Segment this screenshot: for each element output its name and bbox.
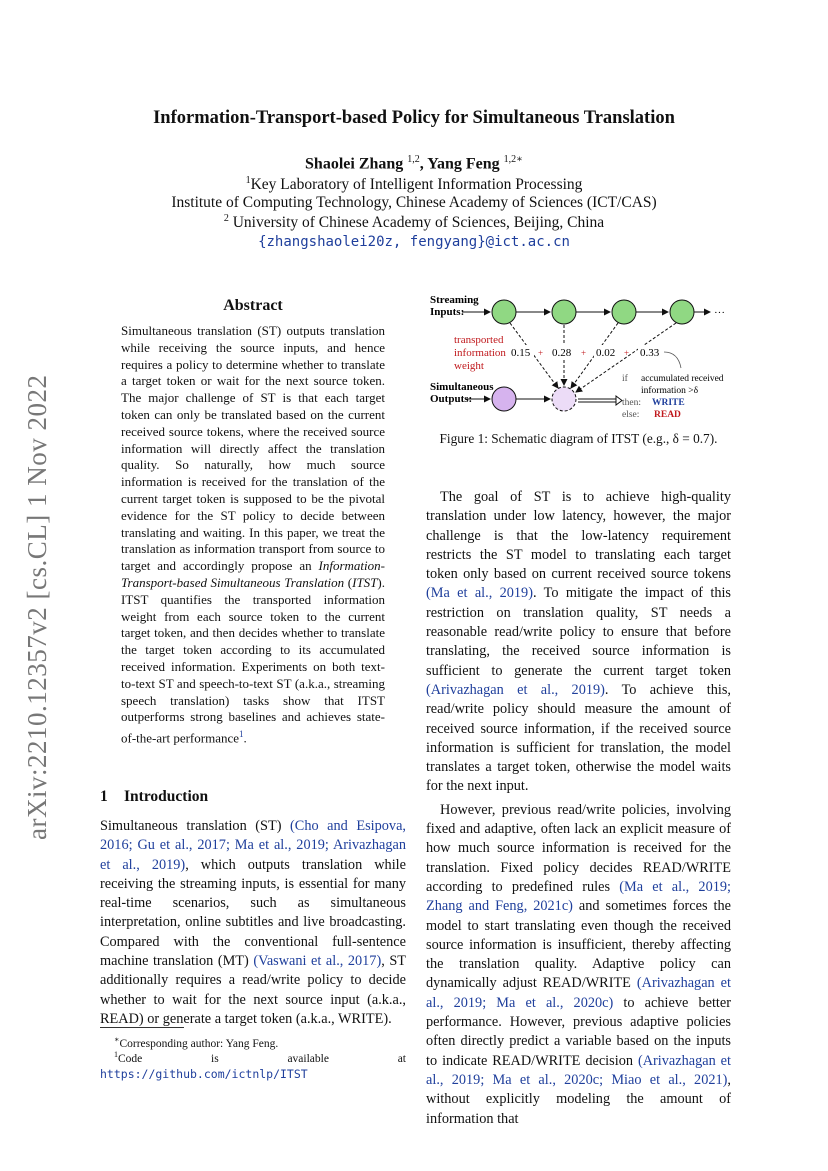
abstract-body xyxy=(121,323,385,747)
citation-link[interactable]: (Vaswani et al., 2017) xyxy=(253,953,382,970)
affiliation-1-line-2: Institute of Computing Technology, Chinese Academy of Sciences (ICT/CAS) xyxy=(171,194,657,211)
weight-value: 0.28 xyxy=(552,347,572,359)
footnote-mark: 1 xyxy=(114,1050,118,1059)
body-text: to achieve better performance. However, previous adaptive policies often directly predict a variable based on the inputs to indicate READ/WRITE decision xyxy=(426,994,731,1069)
figure-caption: Figure 1: Schematic diagram of ITST (e.g., δ = 0.7). xyxy=(439,431,718,446)
transported-label: transported xyxy=(454,334,504,346)
footnote-text: Code is available at xyxy=(118,1052,406,1065)
footnote-text: Corresponding author: Yang Feng. xyxy=(119,1037,279,1050)
abstract-text: . xyxy=(243,730,247,746)
condition-text: accumulated received xyxy=(641,374,724,384)
then-keyword: then: xyxy=(622,398,641,408)
abstract-emphasis: ITST xyxy=(352,574,378,590)
affiliation-1 xyxy=(0,175,828,194)
affiliation-mark: 2 xyxy=(223,213,229,224)
ellipsis: ··· xyxy=(714,307,725,319)
arxiv-identifier: arXiv:2210.12357v2 [cs.CL] 1 Nov 2022 xyxy=(22,374,52,840)
author-name: Yang Feng xyxy=(427,155,500,173)
citation-link[interactable]: (Arivazhagan et al., 2019) xyxy=(426,681,605,698)
footnote-mark: ∗ xyxy=(114,1035,120,1044)
plus-sign: + xyxy=(624,348,630,358)
author-affiliation-mark: 1,2 xyxy=(407,154,420,165)
author-name: Shaolei Zhang xyxy=(305,155,404,173)
streaming-label: Inputs: xyxy=(430,306,465,318)
citation-link[interactable]: (Arivazhagan et al., 2019; Ma et al., 2020c; Miao et al., 2021) xyxy=(426,1052,731,1088)
write-action: WRITE xyxy=(652,398,685,408)
intro-right-column xyxy=(426,488,731,1129)
outputs-label: Outputs: xyxy=(430,393,473,405)
intro-paragraph xyxy=(426,488,731,797)
source-token-node xyxy=(670,300,694,324)
body-text: , without explicitly modeling the amount of information that xyxy=(426,1071,731,1127)
figure-1-diagram xyxy=(426,288,731,422)
plus-sign: + xyxy=(581,348,587,358)
body-text: . To mitigate the impact of this restriction on translation quality, ST needs a reasonable read/write policy to ensure that before translating, the received source information is sufficient to generate the current target token xyxy=(426,585,731,679)
body-text: Simultaneous translation (ST) xyxy=(100,818,291,834)
code-link[interactable]: https://github.com/ictnlp/ITST xyxy=(100,1066,308,1081)
weight-value: 0.33 xyxy=(640,347,660,359)
footnote-rule xyxy=(100,1027,184,1028)
author-affiliation-mark: 1,2∗ xyxy=(503,154,523,165)
citation-link[interactable]: (Ma et al., 2019) xyxy=(426,585,533,602)
abstract-text: ). ITST quantifies the transported information weight from each source token to the current target token, and then decides whether to translate the target token according to its accumulated received information. Experiments on both text-to-text ST and speech-to-text ST (a.k.a., streaming speech translation) tasks show that ITST outperforms strong baselines and achieves state-of-the-art performance xyxy=(121,574,385,746)
body-text: . To achieve this, read/write policy should measure the amount of received source information, if the received source information is sufficient for translation, the model translates a target token, otherwise the model waits for the next input. xyxy=(426,681,731,795)
source-token-node xyxy=(492,300,516,324)
footnote-code xyxy=(100,1047,406,1083)
streaming-label: Streaming xyxy=(430,294,479,306)
plus-sign: + xyxy=(538,348,544,358)
weight-value: 0.15 xyxy=(511,347,531,359)
affiliation-text: University of Chinese Academy of Sciences, Beijing, China xyxy=(228,214,605,232)
current-target-node xyxy=(552,387,576,411)
if-keyword: if xyxy=(622,374,628,384)
affiliation-2 xyxy=(0,213,828,232)
affiliation-text: Key Laboratory of Intelligent Information Processing xyxy=(250,176,583,194)
citation-link[interactable]: (Cho and Esipova, 2016; Gu et al., 2017; Ma et al., 2019; Arivazhagan et al., 2019) xyxy=(100,818,406,873)
body-text: , which outputs translation while receiving the streaming inputs, is essential for many real-time scenarios, such as simultaneous interpretation, online subtitles and live broadcasting. Compared with the conventional full-sentence machine translation (MT) xyxy=(100,856,406,970)
accumulate-pointer xyxy=(664,352,681,368)
abstract-emphasis: Information-Transport-based Simultaneous Translation xyxy=(121,558,385,590)
body-text: However, previous read/write policies, involving fixed and adaptive, often lack an explicit measure of how much source information is received for the translation. Fixed policy decides READ/WRITE according to predefined rules xyxy=(426,801,731,895)
read-action: READ xyxy=(654,410,681,420)
outputs-label: Simultaneous xyxy=(430,381,494,393)
body-text: The goal of ST is to achieve high-quality translation under low latency, however, the major challenge is that the low-latency requirement restricts the ST model to translating each target token only based on current received source tokens xyxy=(426,489,731,583)
citation-link[interactable]: (Ma et al., 2019; Zhang and Feng, 2021c) xyxy=(426,878,731,915)
author-separator: , xyxy=(419,155,428,173)
weight-value: 0.02 xyxy=(596,347,616,359)
body-text: , ST additionally requires a read/write policy to decide whether to wait for the next source input (a.k.a., READ) or generate a target token (a.k.a., WRITE). xyxy=(100,953,406,1027)
else-keyword: else: xyxy=(622,410,640,420)
section-number: 1 xyxy=(100,788,108,805)
author-line xyxy=(0,154,828,173)
paper-title: Information-Transport-based Policy for Simultaneous Translation xyxy=(153,108,675,128)
condition-text: information >δ xyxy=(641,386,699,396)
intro-paragraph-left xyxy=(100,817,406,1029)
footnote-mark[interactable]: 1 xyxy=(239,729,244,740)
source-token-node xyxy=(552,300,576,324)
transported-label: weight xyxy=(454,360,484,372)
source-token-node xyxy=(612,300,636,324)
abstract-text: Simultaneous translation (ST) outputs translation while receiving the source inputs, and hence requires a policy to determine whether to translate a target token or wait for the next source token. The major challenge of ST is that each target token can only be translated based on the current received source tokens, where the received source information will directly affect the translation quality. So naturally, how much source information is received for the translation of the current target token is supposed to be the pivotal evidence for the ST policy to decide between translating and waiting. In this paper, we treat the translation as information transport from source to target and accordingly propose an xyxy=(121,323,385,574)
affiliation-mark: 1 xyxy=(245,175,251,186)
section-title: Introduction xyxy=(124,788,209,805)
section-heading xyxy=(100,788,208,806)
author-emails[interactable]: {zhangshaolei20z, fengyang}@ict.ac.cn xyxy=(258,234,570,250)
citation-link[interactable]: (Arivazhagan et al., 2019; Ma et al., 2020c) xyxy=(426,975,731,1011)
transported-label: information xyxy=(454,347,506,359)
body-text: and sometimes forces the model to start translating even though the received source information is insufficient, thereby affecting the translation quality. Adaptive policy can dynamically adjust READ/WRITE xyxy=(426,898,731,992)
abstract-heading: Abstract xyxy=(223,297,283,314)
intro-paragraph xyxy=(426,801,731,1129)
abstract-text: ( xyxy=(344,574,353,590)
target-token-node xyxy=(492,387,516,411)
